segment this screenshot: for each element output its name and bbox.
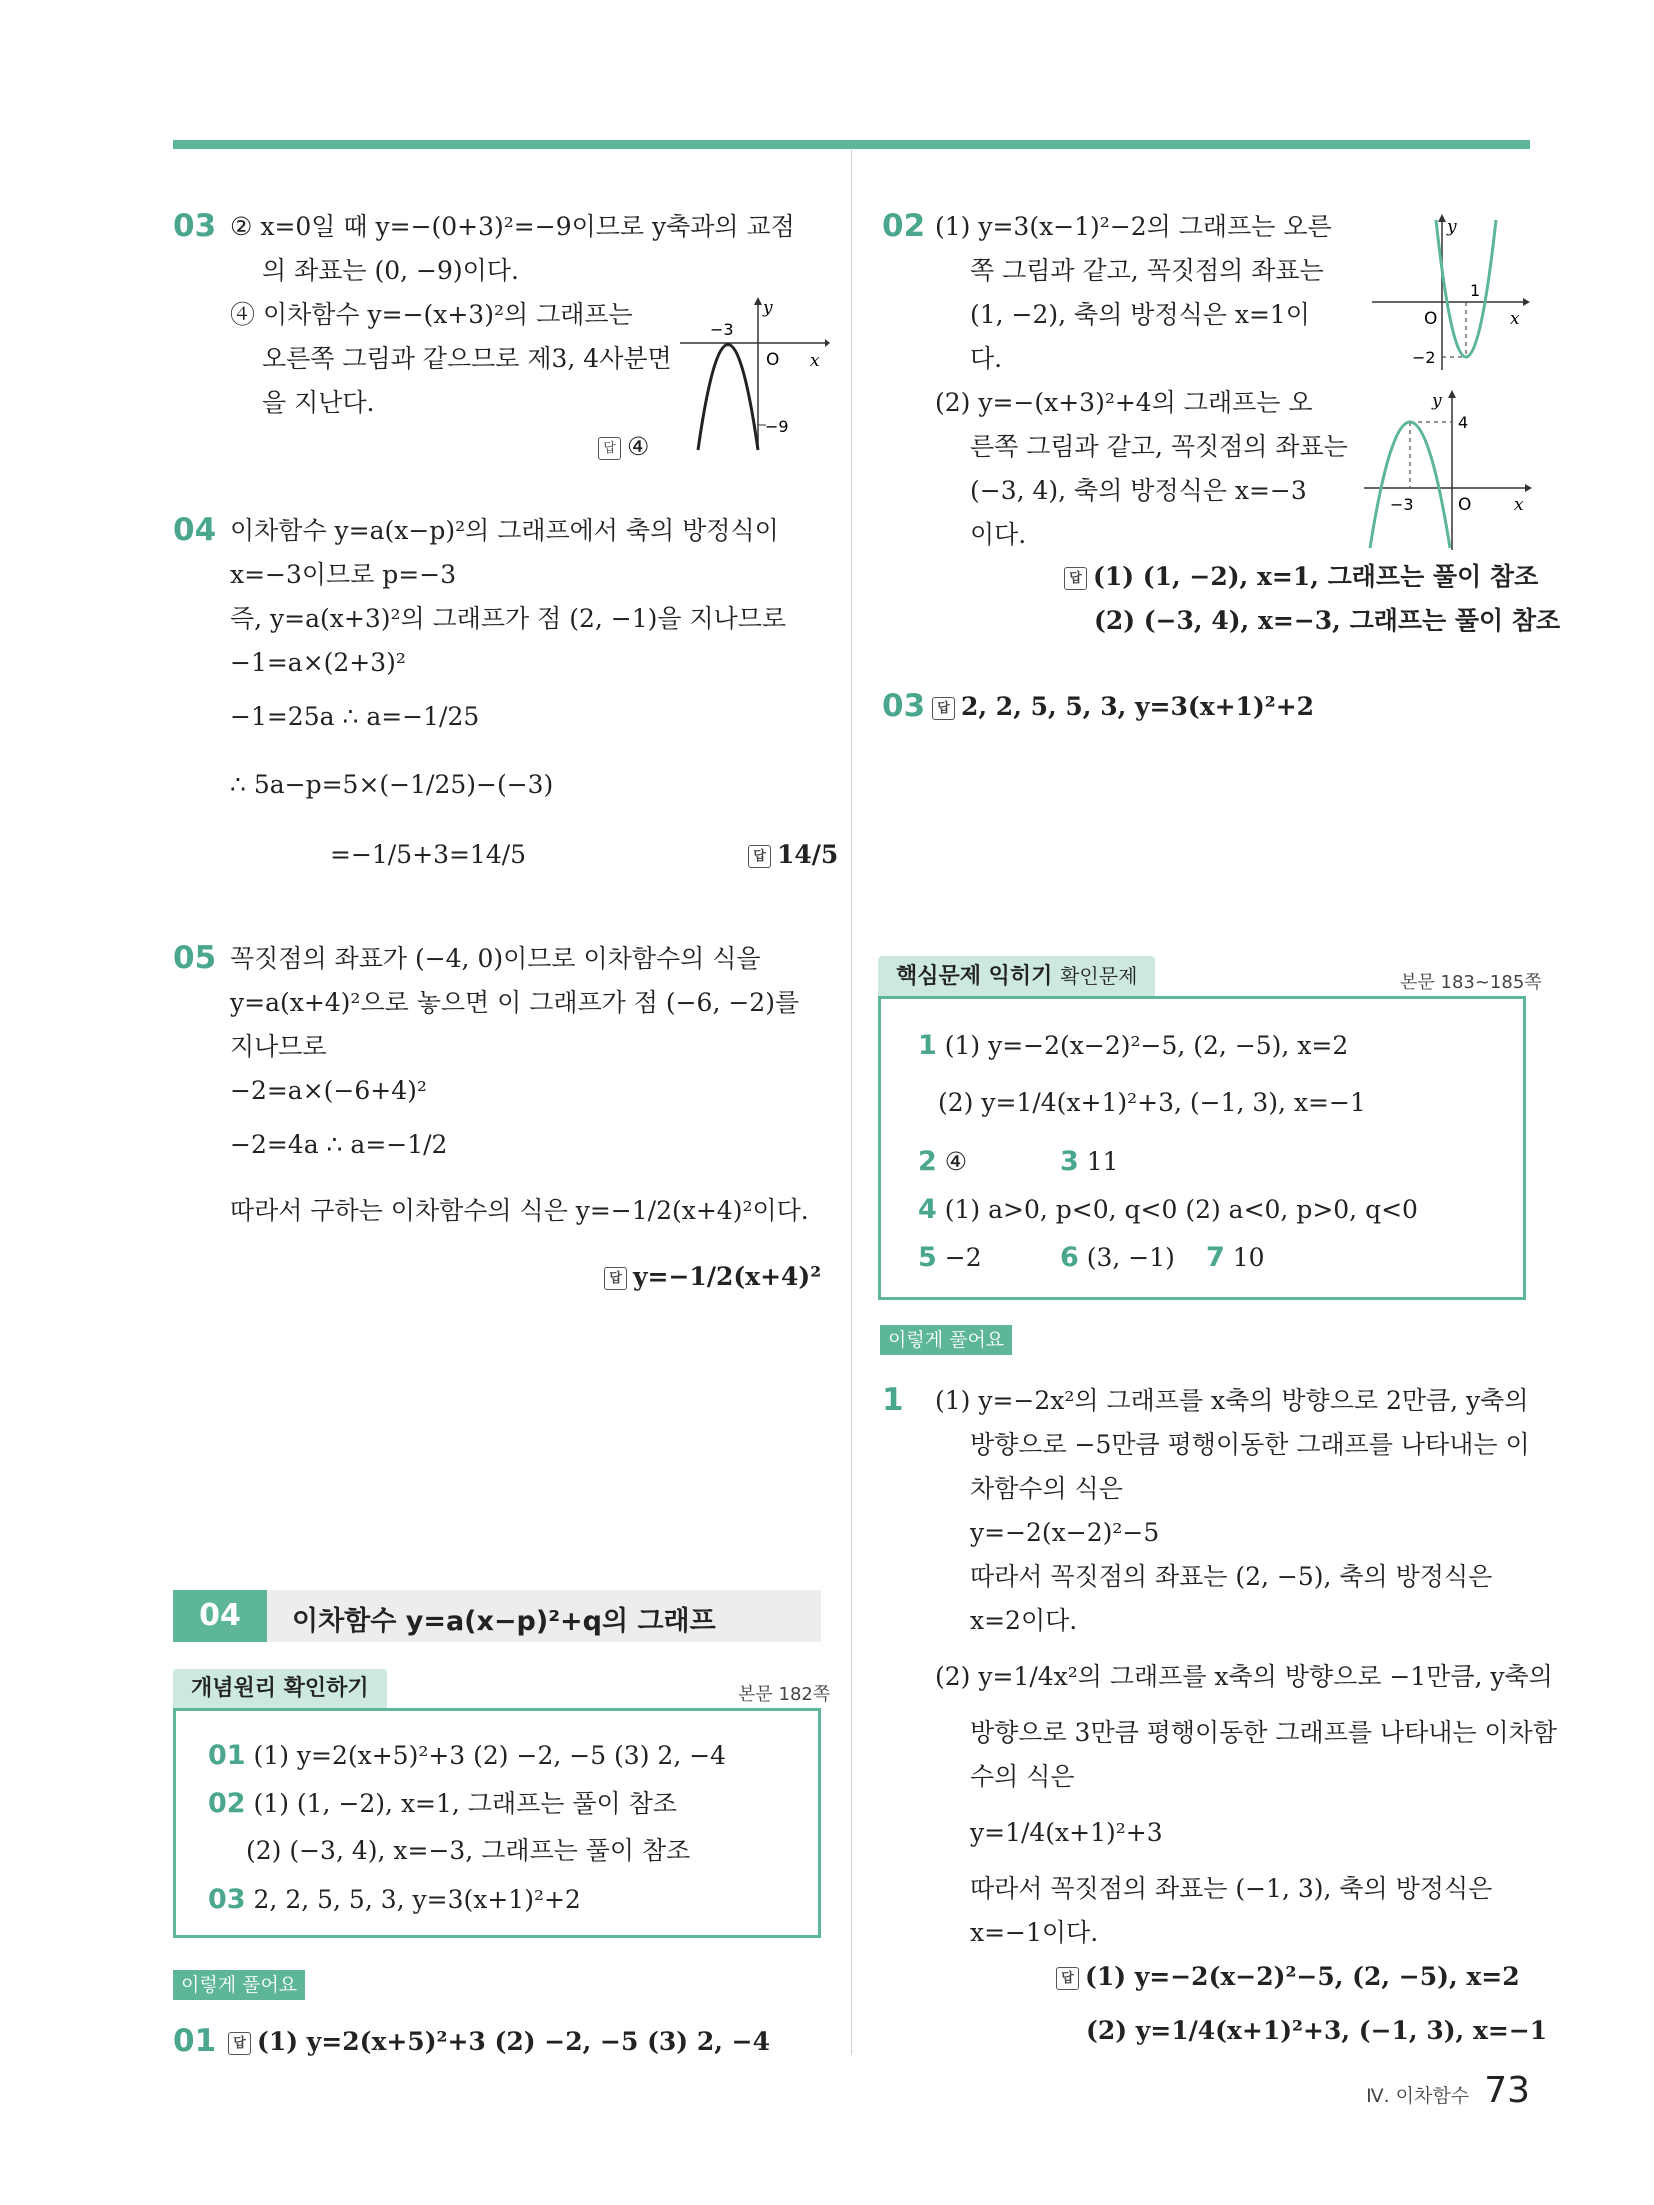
top-accent-bar — [173, 140, 1530, 149]
text-line: 쪽 그림과 같고, 꼭짓점의 좌표는 — [970, 256, 1324, 285]
label-neg3: −3 — [1390, 495, 1414, 514]
box-row: (2) y=1/4(x+1)²+3, (−1, 3), x=−1 — [938, 1088, 1366, 1117]
text-line: 지나므로 — [230, 1032, 327, 1061]
axis-label-y: y — [763, 298, 773, 318]
text-line: 차함수의 식은 — [970, 1474, 1123, 1503]
box-row: 3 11 — [1060, 1146, 1119, 1177]
answer-icon: 답 — [932, 697, 955, 720]
answer: 답 y=−1/2(x+4)² — [604, 1262, 821, 1292]
text-line: =−1/5+3=14/5 — [330, 840, 527, 869]
box-row: 01 (1) y=2(x+5)²+3 (2) −2, −5 (3) 2, −4 — [208, 1740, 727, 1771]
origin-label: O — [766, 350, 780, 370]
problem-number: 01 — [173, 2023, 217, 2059]
parabola-graph-1 — [670, 295, 830, 455]
answer: 답 2, 2, 5, 5, 3, y=3(x+1)²+2 — [932, 692, 1314, 722]
text-line: (1) y=3(x−1)²−2의 그래프는 오른 — [935, 212, 1332, 241]
box-row: 1 (1) y=−2(x−2)²−5, (2, −5), x=2 — [918, 1030, 1349, 1061]
answer: 답 (1) y=−2(x−2)²−5, (2, −5), x=2 — [1056, 1962, 1520, 1992]
text-line: x=−1이다. — [970, 1918, 1099, 1947]
answer: (2) (−3, 4), x=−3, 그래프는 풀이 참조 — [1094, 606, 1561, 635]
page-footer — [1366, 2070, 1530, 2111]
text-line: (1) y=−2x²의 그래프를 x축의 방향으로 2만큼, y축의 — [935, 1386, 1529, 1415]
box-row: 5 −2 — [918, 1242, 982, 1273]
axis-label-y: y — [1447, 217, 1457, 237]
text-line: y=−2(x−2)²−5 — [970, 1518, 1160, 1547]
problem-number: 04 — [173, 512, 217, 548]
answer-icon: 답 — [228, 2032, 251, 2055]
answer: 답 14/5 — [748, 840, 838, 870]
axis-label-x: x — [1514, 495, 1524, 515]
answer-icon: 답 — [598, 437, 621, 460]
origin-label: O — [1458, 495, 1472, 515]
answer: (2) y=1/4(x+1)²+3, (−1, 3), x=−1 — [1086, 2016, 1548, 2045]
axis-label-y: y — [1432, 391, 1442, 411]
text-line: (1, −2), 축의 방정식은 x=1이 — [970, 300, 1310, 329]
text-line: 오른쪽 그림과 같으므로 제3, 4사분면 — [262, 344, 672, 373]
problem-number: 05 — [173, 940, 217, 976]
text-line: 이차함수 y=a(x−p)²의 그래프에서 축의 방정식이 — [230, 516, 779, 545]
text-line: −1=a×(2+3)² — [230, 648, 406, 677]
label-4: 4 — [1458, 413, 1469, 432]
box-row: 4 (1) a>0, p<0, q<0 (2) a<0, p>0, q<0 — [918, 1194, 1418, 1225]
page-number: 73 — [1484, 2070, 1530, 2111]
text-line: 따라서 꼭짓점의 좌표는 (2, −5), 축의 방정식은 — [970, 1562, 1493, 1591]
box-row: 2 ④ — [918, 1146, 968, 1177]
answer-icon: 답 — [604, 1267, 627, 1290]
box-row: (2) (−3, 4), x=−3, 그래프는 풀이 참조 — [246, 1836, 691, 1865]
box-row: 03 2, 2, 5, 5, 3, y=3(x+1)²+2 — [208, 1884, 581, 1915]
text-line: ④ 이차함수 y=−(x+3)²의 그래프는 — [230, 300, 633, 329]
answer-icon: 답 — [1064, 567, 1087, 590]
answer: 답 (1) (1, −2), x=1, 그래프는 풀이 참조 — [1064, 562, 1538, 592]
label-neg3: −3 — [710, 320, 734, 339]
text-line: 을 지난다. — [262, 388, 375, 417]
axis-label-x: x — [810, 351, 820, 371]
core-subtab: 확인문제 — [1060, 964, 1138, 988]
text-line: ② x=0일 때 y=−(0+3)²=−9이므로 y축과의 교점 — [230, 212, 795, 241]
text-line: 따라서 꼭짓점의 좌표는 (−1, 3), 축의 방정식은 — [970, 1874, 1493, 1903]
text-line: −2=4a ∴ a=−1/2 — [230, 1130, 448, 1159]
text-line: ∴ 5a−p=5×(−1/25)−(−3) — [230, 770, 554, 799]
section-number: 04 — [173, 1590, 267, 1642]
text-line: (2) y=−(x+3)²+4의 그래프는 오 — [935, 388, 1313, 417]
answer: 답 (1) y=2(x+5)²+3 (2) −2, −5 (3) 2, −4 — [228, 2027, 770, 2057]
text-line: 따라서 구하는 이차함수의 식은 y=−1/2(x+4)²이다. — [230, 1196, 809, 1225]
origin-label: O — [1424, 309, 1438, 329]
text-line: 른쪽 그림과 같고, 꼭짓점의 좌표는 — [970, 432, 1348, 461]
text-line: 즉, y=a(x+3)²의 그래프가 점 (2, −1)을 지나므로 — [230, 604, 787, 633]
parabola-graph-3 — [1362, 388, 1532, 553]
problem-number: 02 — [882, 208, 926, 244]
text-line: 의 좌표는 (0, −9)이다. — [262, 256, 519, 285]
text-line: 방향으로 3만큼 평행이동한 그래프를 나타내는 이차함 — [970, 1718, 1557, 1747]
text-line: y=a(x+4)²으로 놓으면 이 그래프가 점 (−6, −2)를 — [230, 988, 800, 1017]
text-line: x=2이다. — [970, 1606, 1078, 1635]
text-line: y=1/4(x+1)²+3 — [970, 1818, 1163, 1847]
core-tab: 핵심문제 익히기 확인문제 — [878, 956, 1155, 996]
parabola-graph-2 — [1370, 212, 1530, 372]
text-line: (2) y=1/4x²의 그래프를 x축의 방향으로 −1만큼, y축의 — [935, 1662, 1553, 1691]
text-line: 다. — [970, 344, 1003, 373]
label-1: 1 — [1470, 281, 1481, 300]
box-row: 02 (1) (1, −2), x=1, 그래프는 풀이 참조 — [208, 1788, 677, 1819]
label-neg2: −2 — [1412, 348, 1436, 367]
text-line: −1=25a ∴ a=−1/25 — [230, 702, 480, 731]
text-line: x=−3이므로 p=−3 — [230, 560, 457, 589]
text-line: 수의 식은 — [970, 1762, 1075, 1791]
box-row: 7 10 — [1206, 1242, 1265, 1273]
chapter-label: Ⅳ. 이차함수 — [1366, 2085, 1470, 2107]
section-title: 이차함수 y=a(x−p)²+q의 그래프 — [292, 1606, 716, 1637]
concept-tab: 개념원리 확인하기 — [173, 1669, 387, 1709]
problem-number: 03 — [173, 208, 217, 244]
problem-number: 1 — [882, 1382, 904, 1418]
page-reference: 본문 183~185쪽 — [1400, 972, 1542, 993]
column-divider — [851, 150, 852, 2055]
text-line: 꼭짓점의 좌표가 (−4, 0)이므로 이차함수의 식을 — [230, 944, 761, 973]
answer: 답 ④ — [598, 432, 649, 462]
text-line: −2=a×(−6+4)² — [230, 1076, 427, 1105]
axis-label-x: x — [1510, 309, 1520, 329]
problem-number: 03 — [882, 688, 926, 724]
solution-tag: 이렇게 풀어요 — [173, 1970, 305, 2000]
answer-icon: 답 — [1056, 1967, 1079, 1990]
text-line: 방향으로 −5만큼 평행이동한 그래프를 나타내는 이 — [970, 1430, 1530, 1459]
solution-tag: 이렇게 풀어요 — [880, 1325, 1012, 1355]
text-line: 이다. — [970, 520, 1027, 549]
page-reference: 본문 182쪽 — [738, 1684, 831, 1705]
answer-icon: 답 — [748, 845, 771, 868]
label-neg9: −9 — [765, 417, 789, 436]
box-row: 6 (3, −1) — [1060, 1242, 1175, 1273]
text-line: (−3, 4), 축의 방정식은 x=−3 — [970, 476, 1307, 505]
